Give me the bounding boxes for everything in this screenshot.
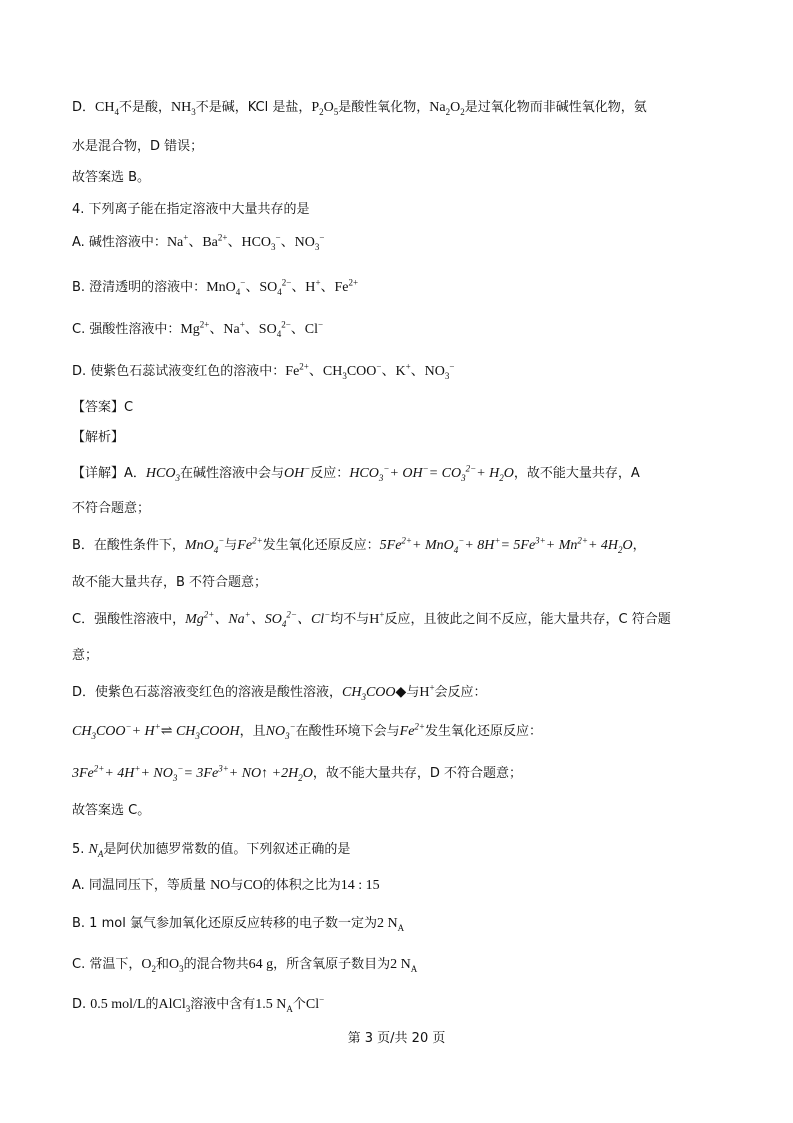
option-c: C. 常温下，$O_2$和$O_3$的混合物共64 g，所含氧原子数目为2 $N_A$ bbox=[72, 957, 418, 974]
explanation-b: B．在酸性条件下，MnO$_4$−与$Fe^{2+}$发生氧化还原反应：$5Fe^{2+}+ MnO_4^-+ 8H^+= 5Fe^{3+}+ Mn^{2+}+ 4H_2O$， bbox=[72, 535, 646, 555]
option-b: B. 1 mol 氯气参加氧化还原反应转移的电子数一定为2 $N_A$ bbox=[72, 916, 405, 933]
option-a: A. 同温同压下，等质量 NO与CO的体积之比为14 : 15 bbox=[72, 878, 380, 893]
analysis-label: 【解析】 bbox=[72, 430, 125, 445]
page-footer: 第 3 页/共 20 页 bbox=[347, 1031, 446, 1046]
text-line: 故答案选 B。 bbox=[72, 170, 151, 185]
text-line: 故答案选 C。 bbox=[72, 803, 151, 818]
equation-line: $CH_3COO^-+$ H+⇌ $CH_3COOH$，且$NO_3^-$在酸性环境下会与$Fe^{2+}$发生氧化还原反应： bbox=[72, 721, 543, 741]
option-a: A. 碱性溶液中：Na+、$Ba^{2+}$、$HCO_3^-$、$NO_3^-$ bbox=[72, 232, 325, 252]
answer-label: 【答案】C bbox=[72, 400, 134, 415]
text-line: D．$CH_4$不是酸，$NH_3$不是碱，KCl 是盐，$P_2O_5$是酸性氧化物，$Na_2O_2$是过氧化物而非碱性氧化物，氨 bbox=[72, 100, 647, 117]
text-line: 不符合题意； bbox=[72, 501, 151, 516]
explanation-c: C．强酸性溶液中，$Mg^{2+}$、Na+、$SO_4^{2-}$、Cl−均不与H+反应，且彼此之间不反应，能大量共存，C 符合题 bbox=[72, 609, 671, 629]
equation-line: $3Fe^{2+}+ 4H^++ NO_3^-= 3Fe^{3+}+$ NO↑ $+2H_2O$，故不能大量共存，D 不符合题意； bbox=[72, 763, 522, 783]
text-line: 水是混合物，D 错误； bbox=[72, 139, 204, 154]
text-line: 意； bbox=[72, 648, 99, 663]
question-4-stem: 4. 下列离子能在指定溶液中大量共存的是 bbox=[72, 202, 310, 217]
option-d: D. 0.5 mol/L的AlCl$_3$溶液中含有1.5 $N_A$个Cl− bbox=[72, 994, 325, 1014]
option-b: B. 澄清透明的溶液中：MnO$_4$−、$SO_4^{2-}$、H+、$Fe^{2+}$ bbox=[72, 277, 359, 297]
option-d: D. 使紫色石蕊试液变红色的溶液中：$Fe^{2+}$、$CH_3COO^-$、K+、$NO_3^-$ bbox=[72, 361, 455, 381]
option-c: C. 强酸性溶液中：$Mg^{2+}$、Na+、$SO_4^{2-}$、Cl− bbox=[72, 319, 324, 339]
explanation-a: 【详解】A．$HCO_3$在碱性溶液中会与OH−反应：$HCO_3^-+ OH^-= CO_3^{2-}+ H_2O$，故不能大量共存，A bbox=[72, 463, 640, 483]
explanation-d: D．使紫色石蕊溶液变红色的溶液是酸性溶液，$CH_3COO◆$与H+会反应： bbox=[72, 682, 487, 702]
text-line: 故不能大量共存，B 不符合题意； bbox=[72, 575, 268, 590]
question-5-stem: 5. $N_A$是阿伏加德罗常数的值。下列叙述正确的是 bbox=[72, 842, 351, 859]
